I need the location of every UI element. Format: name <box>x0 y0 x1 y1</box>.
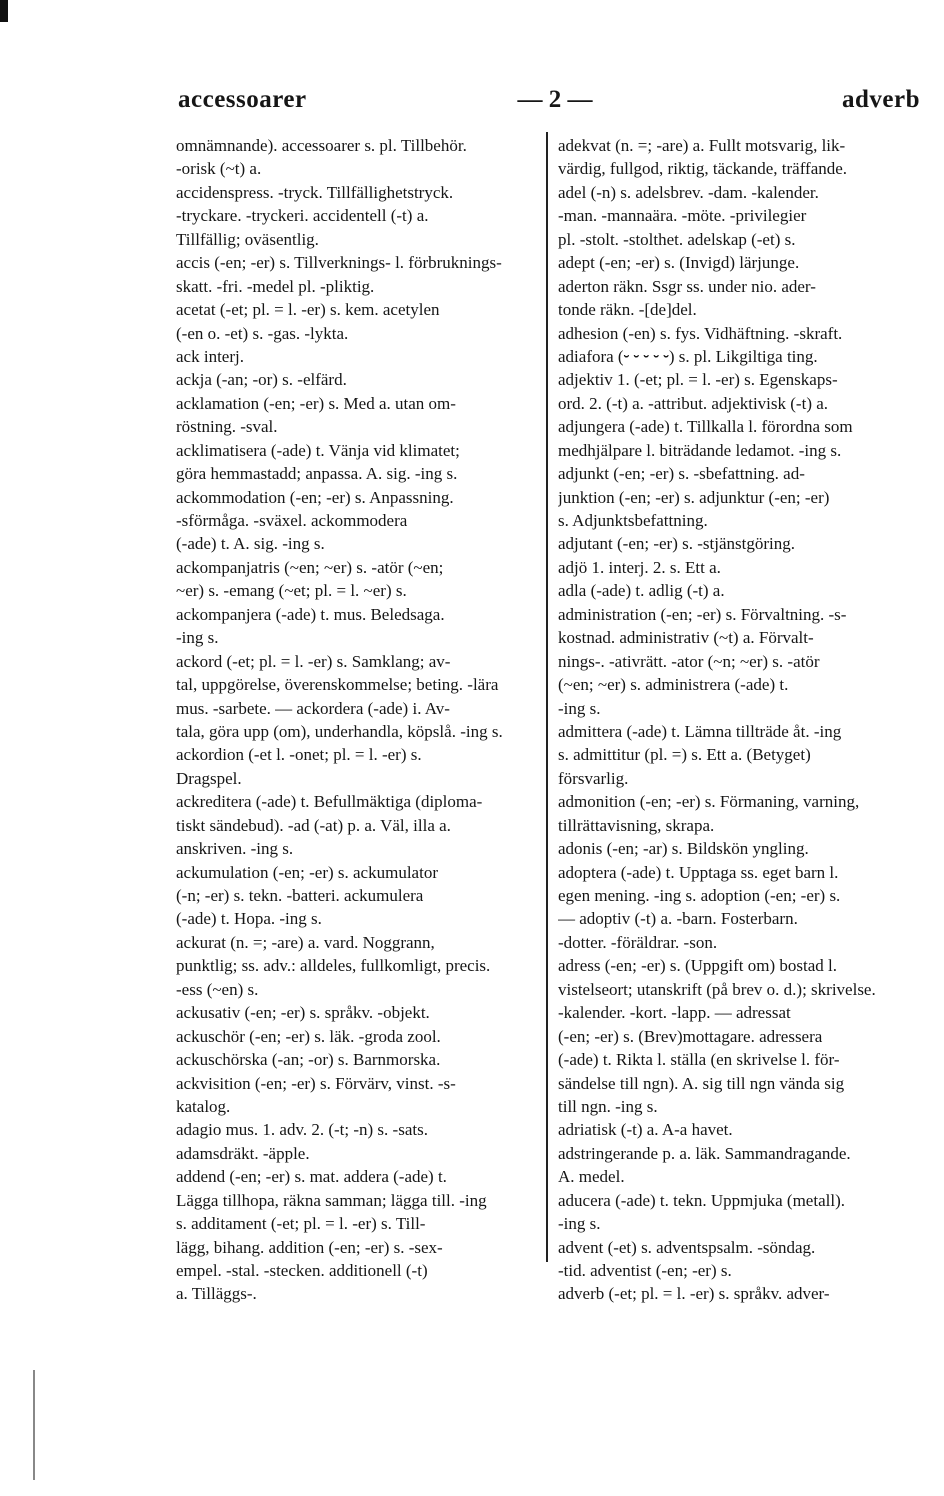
dictionary-line: adept (-en; -er) s. (Invigd) lärjunge. <box>558 253 800 273</box>
dictionary-line: ord. 2. (-t) a. -attribut. adjektivisk (-t) a. <box>558 393 829 413</box>
dictionary-line: admittera (-ade) t. Lämna tillträde åt. -ing <box>558 721 842 741</box>
dictionary-line: adstringerande p. a. läk. Sammandragande. <box>558 1143 851 1163</box>
page-header <box>178 86 920 120</box>
dictionary-line: adverb (-et; pl. = l. -er) s. språkv. adver- <box>558 1284 830 1304</box>
dictionary-line: -ing s. <box>558 698 601 718</box>
dictionary-line: tillrättavisning, skrapa. <box>558 815 715 835</box>
dictionary-line: acklimatisera (-ade) t. Vänja vid klimatet; <box>176 440 460 460</box>
header-first-word: accessoarer <box>178 86 307 113</box>
dictionary-line: adjutant (-en; -er) s. -stjänstgöring. <box>558 534 795 554</box>
dictionary-line: aderton räkn. Ssgr ss. under nio. ader- <box>558 276 816 296</box>
dictionary-line: tala, göra upp (om), underhandla, köpslå. -ing s. <box>176 721 503 741</box>
dictionary-line: -sförmåga. -sväxel. ackommodera <box>176 511 408 530</box>
dictionary-line: försvarlig. <box>558 768 629 788</box>
dictionary-line: mus. -sarbete. — ackordera (-ade) i. Av- <box>176 698 450 718</box>
dictionary-line: adjunkt (-en; -er) s. -sbefattning. ad- <box>558 464 805 484</box>
dictionary-line: ackreditera (-ade) t. Befullmäktiga (diploma- <box>176 792 483 812</box>
dictionary-line: admonition (-en; -er) s. Förmaning, varning, <box>558 792 860 812</box>
dictionary-line: (-n; -er) s. tekn. -batteri. ackumulera <box>176 886 424 905</box>
page-number: — 2 — <box>517 86 593 113</box>
dictionary-line: adagio mus. 1. adv. 2. (-t; -n) s. -sats. <box>176 1120 428 1140</box>
dictionary-line: (-ade) t. Rikta l. ställa (en skrivelse l. för- <box>558 1050 840 1070</box>
dictionary-line: acetat (-et; pl. = l. -er) s. kem. acetylen <box>176 300 440 320</box>
dictionary-line: göra hemmastadd; anpassa. A. sig. -ing s. <box>176 464 458 484</box>
dictionary-line: Dragspel. <box>176 768 242 788</box>
dictionary-line: -dotter. -föräldrar. -son. <box>558 932 718 952</box>
dictionary-line: aducera (-ade) t. tekn. Uppmjuka (metall). <box>558 1190 845 1210</box>
dictionary-line: skatt. -fri. -medel pl. -pliktig. <box>176 276 375 296</box>
dictionary-line: -kalender. -kort. -lapp. — adressat <box>558 1003 791 1023</box>
dictionary-line: accis (-en; -er) s. Tillverknings- l. förbruknings- <box>176 253 502 273</box>
dictionary-line: nings-. -ativrätt. -ator (~n; ~er) s. -atör <box>558 651 820 671</box>
dictionary-line: adiafora (⏑ ⏑ ⏑ ⏑ ⏑) s. pl. Likgiltiga ting. <box>558 346 818 366</box>
dictionary-line: adonis (-en; -ar) s. Bildskön yngling. <box>558 839 809 859</box>
dictionary-line: ackuschör (-en; -er) s. läk. -groda zool. <box>176 1026 441 1046</box>
dictionary-line: värdig, fullgod, riktig, täckande, träffande. <box>558 159 848 179</box>
dictionary-line: — adoptiv (-t) a. -barn. Fosterbarn. <box>558 909 798 929</box>
column-divider <box>546 132 548 1262</box>
dictionary-line: a. Tilläggs-. <box>176 1284 257 1304</box>
dictionary-line: (-ade) t. Hopa. -ing s. <box>176 909 322 929</box>
dictionary-line: adhesion (-en) s. fys. Vidhäftning. -skraft. <box>558 323 843 343</box>
dictionary-line: ackommodation (-en; -er) s. Anpassning. <box>176 487 454 507</box>
dictionary-line: omnämnande). accessoarer s. pl. Tillbehör. <box>176 136 467 155</box>
dictionary-line: Lägga tillhopa, räkna samman; lägga till. -ing <box>176 1190 487 1210</box>
dictionary-line: tiskt sändebud). -ad (-at) p. a. Väl, illa a. <box>176 815 451 835</box>
dictionary-line: kostnad. administrativ (~t) a. Förvalt- <box>558 628 814 648</box>
dictionary-line: Tillfällig; oväsentlig. <box>176 229 319 249</box>
dictionary-line: adriatisk (-t) a. A-a havet. <box>558 1120 733 1140</box>
dictionary-line: (-en; -er) s. (Brev)mottagare. adressera <box>558 1026 823 1046</box>
dictionary-line: ackja (-an; -or) s. -elfärd. <box>176 370 347 390</box>
dictionary-line: adel (-n) s. adelsbrev. -dam. -kalender. <box>558 182 819 202</box>
dictionary-line: ack interj. <box>176 346 244 366</box>
dictionary-line: (-ade) t. A. sig. -ing s. <box>176 534 325 554</box>
dictionary-line: tal, uppgörelse, överenskommelse; beting. -lära <box>176 675 499 695</box>
dictionary-line: adjungera (-ade) t. Tillkalla l. förordna som <box>558 417 853 437</box>
dictionary-line: adjö 1. interj. 2. s. Ett a. <box>558 557 721 577</box>
right-column <box>558 134 922 1306</box>
dictionary-line: -ing s. <box>176 628 219 648</box>
dictionary-line: katalog. <box>176 1096 231 1116</box>
dictionary-line: s. admittitur (pl. =) s. Ett a. (Betyget) <box>558 745 811 765</box>
dictionary-line: punktlig; ss. adv.: alldeles, fullkomligt, precis. <box>176 956 491 976</box>
dictionary-line: vistelseort; utanskrift (på brev o. d.); skrivelse. <box>558 979 876 999</box>
dictionary-line: sändelse till ngn). A. sig till ngn vända sig <box>558 1073 845 1093</box>
dictionary-line: -tid. adventist (-en; -er) s. <box>558 1261 732 1280</box>
dictionary-line: ~er) s. -emang (~et; pl. = l. ~er) s. <box>176 581 407 601</box>
dictionary-line: adekvat (n. =; -are) a. Fullt motsvarig, lik- <box>558 136 846 155</box>
dictionary-line: pl. -stolt. -stolthet. adelskap (-et) s. <box>558 229 796 249</box>
dictionary-line: empel. -stal. -stecken. additionell (-t) <box>176 1261 428 1280</box>
dictionary-line: ackurat (n. =; -are) a. vard. Noggrann, <box>176 932 435 952</box>
dictionary-line: ackordion (-et l. -onet; pl. = l. -er) s. <box>176 745 422 765</box>
dictionary-line: junktion (-en; -er) s. adjunktur (-en; -er) <box>558 487 830 507</box>
dictionary-line: A. medel. <box>558 1167 625 1187</box>
dictionary-line: -man. -mannaära. -möte. -privilegier <box>558 206 807 226</box>
dictionary-line: accidenspress. -tryck. Tillfällighetstryck. <box>176 182 454 202</box>
dictionary-line: -ing s. <box>558 1214 601 1234</box>
dictionary-line: lägg, bihang. addition (-en; -er) s. -sex- <box>176 1237 443 1257</box>
dictionary-line: (~en; ~er) s. administrera (-ade) t. <box>558 675 789 695</box>
dictionary-line: röstning. -sval. <box>176 417 278 437</box>
dictionary-line: acklamation (-en; -er) s. Med a. utan om- <box>176 393 456 413</box>
dictionary-line: adoptera (-ade) t. Upptaga ss. eget barn l. <box>558 862 839 882</box>
dictionary-line: medhjälpare l. biträdande ledamot. -ing s. <box>558 440 842 460</box>
dictionary-line: addend (-en; -er) s. mat. addera (-ade) t. <box>176 1167 447 1187</box>
dictionary-line: (-en o. -et) s. -gas. -lykta. <box>176 323 349 343</box>
dictionary-line: ackusativ (-en; -er) s. språkv. -objekt. <box>176 1003 430 1023</box>
dictionary-line: adjektiv 1. (-et; pl. = l. -er) s. Egenskaps- <box>558 370 838 390</box>
header-last-word: adverb <box>842 86 920 113</box>
dictionary-line: advent (-et) s. adventspsalm. -söndag. <box>558 1237 816 1257</box>
left-column <box>176 134 538 1306</box>
dictionary-line: -ess (~en) s. <box>176 979 259 999</box>
dictionary-line: adla (-ade) t. adlig (-t) a. <box>558 581 725 601</box>
dictionary-line: egen mening. -ing s. adoption (-en; -er) s. <box>558 886 841 905</box>
dictionary-line: adamsdräkt. -äpple. <box>176 1143 310 1163</box>
dictionary-line: tonde räkn. -[de]del. <box>558 300 697 320</box>
dictionary-line: administration (-en; -er) s. Förvaltning. -s- <box>558 604 847 624</box>
dictionary-line: -tryckare. -tryckeri. accidentell (-t) a. <box>176 206 429 226</box>
dictionary-line: ackuschörska (-an; -or) s. Barnmorska. <box>176 1050 441 1070</box>
dictionary-line: till ngn. -ing s. <box>558 1096 658 1116</box>
dictionary-line: ackord (-et; pl. = l. -er) s. Samklang; av- <box>176 651 451 671</box>
scan-edge-mark <box>0 0 8 22</box>
dictionary-line: ackvisition (-en; -er) s. Förvärv, vinst. -s- <box>176 1073 456 1093</box>
dictionary-line: adress (-en; -er) s. (Uppgift om) bostad l. <box>558 956 838 976</box>
dictionary-line: ackumulation (-en; -er) s. ackumulator <box>176 862 438 882</box>
dictionary-line: ackompanjatris (~en; ~er) s. -atör (~en; <box>176 557 444 577</box>
dictionary-line: s. Adjunktsbefattning. <box>558 511 708 530</box>
dictionary-line: s. additament (-et; pl. = l. -er) s. Till- <box>176 1214 426 1234</box>
dictionary-line: ackompanjera (-ade) t. mus. Beledsaga. <box>176 604 445 624</box>
dictionary-line: -orisk (~t) a. <box>176 159 262 179</box>
dictionary-line: anskriven. -ing s. <box>176 839 294 859</box>
scan-edge-line <box>33 1370 35 1480</box>
